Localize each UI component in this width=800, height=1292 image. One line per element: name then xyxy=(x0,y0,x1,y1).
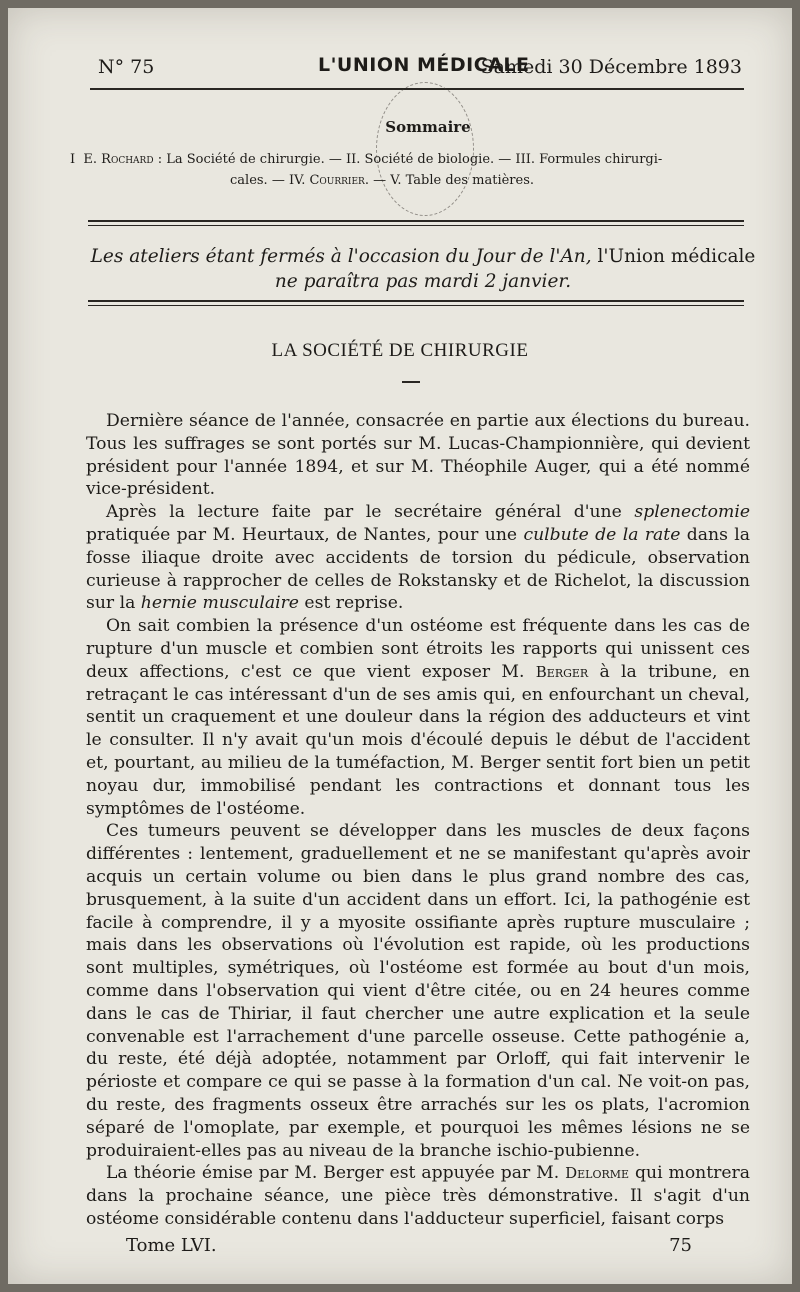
text-run: Après la lecture faite par le secrétaire général d'une xyxy=(106,502,635,523)
text-run: pratiquée par M. Heurtaux, de Nantes, pour une xyxy=(86,524,524,545)
text-run: On sait combien la présence d'un ostéome est fréquente dans les cas de rupture d'un muscle et combien sont étroits les rapports qui unissent ces deux affections, c'est ce que vient exposer M. xyxy=(86,616,750,682)
notice-part-1: Les ateliers étant fermés à l'occasion du Jour de l'An, xyxy=(90,246,592,267)
sommaire-title: Sommaire xyxy=(385,118,471,136)
text-run: La théorie émise par M. Berger est appuyée par M. xyxy=(106,1163,566,1184)
person-name: Delorme xyxy=(565,1164,630,1183)
sommaire-author: E. Rochard xyxy=(83,152,154,167)
text-run: est reprise. xyxy=(298,593,404,614)
paragraph xyxy=(86,615,750,820)
paragraph xyxy=(86,501,750,615)
article-title: LA SOCIÉTÉ DE CHIRURGIE xyxy=(271,340,529,361)
paragraph: Ces tumeurs peuvent se développer dans les muscles de deux façons différentes : lentement, graduellement et ne se manifestant qu'après avoir acquis un certain volume ou bien dans le plus grand nombre des cas, brusquement, à la suite d'un accident dans un effort. Ici, la pathogénie est facile à comprendre, il y a myosite ossifiante après rupture musculaire ; mais dans les observations où l'évolution est rapide, où les productions sont multiples, symétriques, où l'ostéome est formée au bout d'un mois, comme dans l'observation qui vient d'être citée, ou en 24 heures comme dans le cas de Thiriar, il faut chercher une autre explication et la seule convenable est l'arrachement d'une parcelle osseuse. Cette pathogénie a, du reste, été déjà adoptée, notamment par Orloff, qui fait intervenir le périoste et compare ce qui se passe à la formation d'un cal. Ne voit-on pas, du reste, des fragments osseux être arrachés sur les os plats, l'acromion séparé de l'omoplate, par exemple, et pourquoi les mêmes lésions ne se produiraient-elles pas au niveau de la branche ischio-pubienne. xyxy=(86,821,750,1161)
italic-term: splenectomie xyxy=(634,502,750,523)
text-run: à la tribune, en retraçant le cas intéressant d'un de ses amis qui, en enfourchant un cheval, sentit un craquement et une douleur dans la région des adducteurs et vint le consulter. Il n'y avait qu'un mois d'écoulé depuis le début de l'accident et, pourtant, au milieu de la tuméfaction, M. Berger sentit fort bien un petit noyau dur, immobilisé pendant les contractions et donnant tous les symptômes de l'ostéome. xyxy=(86,661,750,819)
notice-rule-top xyxy=(88,300,744,302)
text-run: dans la fosse iliaque droite avec accidents de torsion du pédicule, observation curieuse à rapprocher de celles de Rokstansky et de Richelot, la discussion sur la xyxy=(86,524,751,614)
page-number: 75 xyxy=(669,1235,692,1256)
italic-term: culbute de la rate xyxy=(523,524,681,545)
notice-part-2: l'Union médicale xyxy=(591,246,756,267)
journal-title: L'UNION MÉDICALE xyxy=(318,54,530,76)
sommaire-rule-bottom xyxy=(88,225,744,226)
person-name: Berger xyxy=(535,662,589,681)
tome-label: Tome LVI. xyxy=(126,1235,217,1256)
italic-term: hernie musculaire xyxy=(140,593,299,614)
sommaire-numeral: I xyxy=(70,152,76,167)
title-dash xyxy=(402,381,420,383)
notice-rule-bottom xyxy=(88,305,744,306)
sommaire-line-1-text: : La Société de chirurgie. — II. Société de biologie. — III. Formules chirurgi- xyxy=(157,152,663,167)
sommaire-line-2 xyxy=(70,170,770,191)
paragraph: Dernière séance de l'année, consacrée en partie aux élections du bureau. Tous les suffrages se sont portés sur M. Lucas-Championnière, qui devient président pour l'année 1894, et sur M. Théophile Auger, qui a été nommé vice-président. xyxy=(86,411,750,500)
article-body xyxy=(86,410,750,1231)
sommaire-courrier: Courrier xyxy=(309,173,365,188)
sommaire-line-1 xyxy=(70,149,770,170)
sommaire-contents xyxy=(70,149,770,191)
text-run: qui montrera dans la prochaine séance, une pièce très démonstrative. Il s'agit d'un ostéome considérable contenu dans l'adducteur superficiel, faisant corps xyxy=(86,1163,750,1229)
masthead xyxy=(98,54,742,84)
issue-number: N° 75 xyxy=(98,56,155,78)
sommaire-line-2-rest: . — V. Table des matières. xyxy=(364,173,535,188)
holiday-notice xyxy=(83,244,763,294)
notice-part-3: ne paraîtra pas mardi 2 janvier. xyxy=(274,271,572,292)
sommaire-rule-top xyxy=(88,220,744,222)
paragraph xyxy=(86,1162,750,1230)
sommaire-line-2-text: cales. — IV. xyxy=(230,173,310,188)
journal-page xyxy=(8,8,792,1284)
issue-date: Samedi 30 Décembre 1893 xyxy=(480,56,742,78)
